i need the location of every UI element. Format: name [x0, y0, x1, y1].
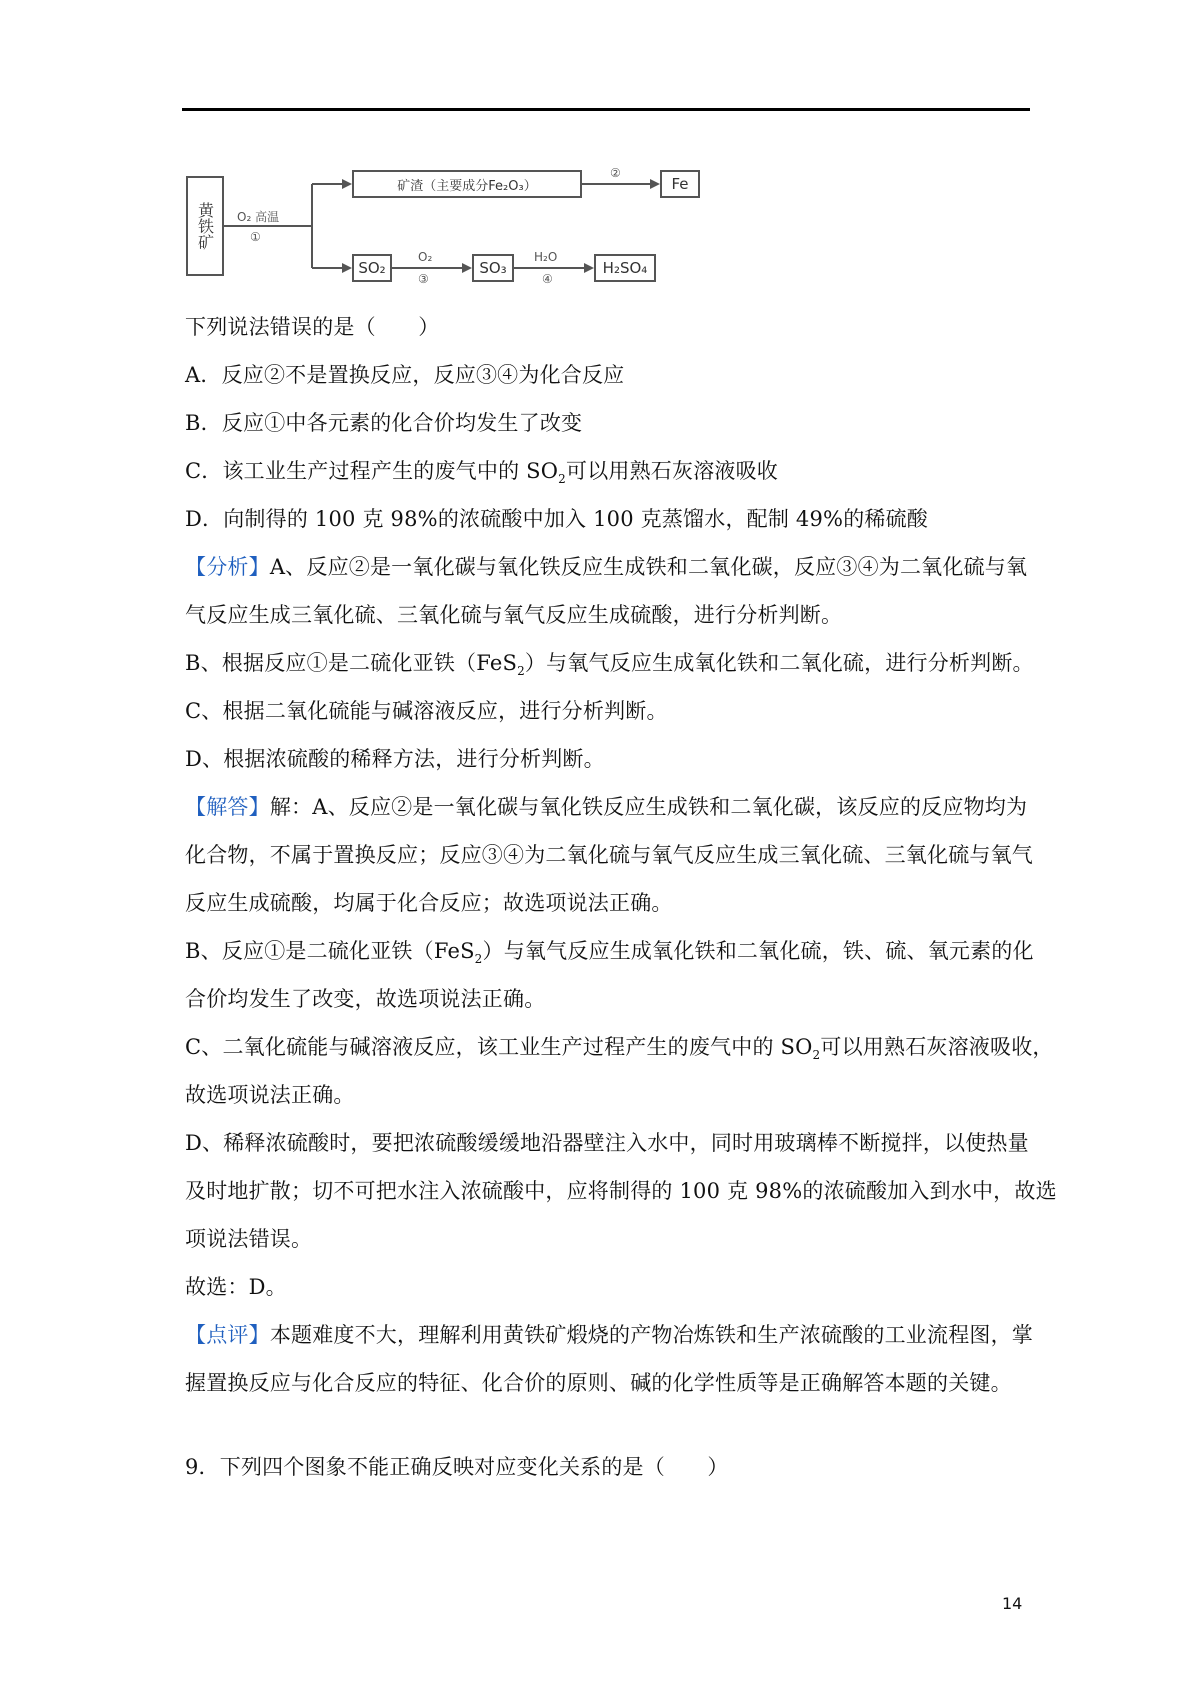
so2-box: SO₂ — [352, 254, 392, 282]
option-b: B．反应①中各元素的化合价均发生了改变 — [185, 411, 583, 435]
answer-line-4: B、反应①是二硫化亚铁（FeS$_2$）与氧气反应生成氧化铁和二氧化硫，铁、硫、氧元素的化 — [185, 939, 1034, 967]
pyrite-process-diagram — [182, 164, 712, 289]
answer-tag: 【解答】 — [185, 795, 270, 819]
answer-line-5: 合价均发生了改变，故选项说法正确。 — [185, 987, 546, 1011]
h2so4-box: H₂SO₄ — [594, 254, 656, 282]
step3-number: ③ — [418, 272, 429, 286]
answer-line-9: 及时地扩散；切不可把水注入浓硫酸中，应将制得的 100 克 98%的浓硫酸加入到水中，故选 — [185, 1179, 1057, 1203]
comment-line-2: 握置换反应与化合反应的特征、化合价的原则、碱的化学性质等是正确解答本题的关键。 — [185, 1371, 1012, 1395]
comment-line-1: 【点评】本题难度不大，理解利用黄铁矿煅烧的产物冶炼铁和生产浓硫酸的工业流程图，掌 — [185, 1323, 1034, 1347]
analysis-line-1: 【分析】A、反应②是一氧化碳与氧化铁反应生成铁和二氧化碳，反应③④为二氧化硫与氧 — [185, 555, 1028, 579]
question-stem: 下列说法错误的是（ ） — [185, 315, 440, 339]
analysis-line-4: C、根据二氧化硫能与碱溶液反应，进行分析判断。 — [185, 699, 668, 723]
analysis-line-2: 气反应生成三氧化硫、三氧化硫与氧气反应生成硫酸，进行分析判断。 — [185, 603, 843, 627]
option-d: D．向制得的 100 克 98%的浓硫酸中加入 100 克蒸馏水，配制 49%的稀硫酸 — [185, 507, 929, 531]
slag-box: 矿渣（主要成分Fe₂O₃） — [352, 170, 582, 198]
analysis-tag: 【分析】 — [185, 555, 270, 579]
step1-condition: O₂ 高温 — [237, 210, 280, 224]
answer-line-6: C、二氧化硫能与碱溶液反应，该工业生产过程产生的废气中的 $SO_2$可以用熟石灰溶液吸收， — [185, 1035, 1054, 1063]
answer-line-10: 项说法错误。 — [185, 1227, 313, 1251]
step4-condition: H₂O — [534, 250, 558, 264]
page-number: 14 — [1002, 1594, 1023, 1613]
analysis-line-3: B、根据反应①是二硫化亚铁（FeS$_2$）与氧气反应生成氧化铁和二氧化硫，进行分析判断。 — [185, 651, 1034, 679]
next-question: 9．下列四个图象不能正确反映对应变化关系的是（ ） — [185, 1455, 729, 1479]
header-rule — [182, 108, 1030, 111]
option-c: C．该工业生产过程产生的废气中的 $SO_2$可以用熟石灰溶液吸收 — [185, 459, 778, 487]
answer-line-8: D、稀释浓硫酸时，要把浓硫酸缓缓地沿器壁注入水中，同时用玻璃棒不断搅拌，以使热量 — [185, 1131, 1029, 1155]
fe-box: Fe — [660, 170, 700, 198]
step1-number: ① — [250, 230, 261, 244]
option-a: A．反应②不是置换反应，反应③④为化合反应 — [185, 363, 625, 387]
ore-box: 黄铁矿 — [186, 176, 224, 276]
step3-condition: O₂ — [418, 250, 433, 264]
answer-line-1: 【解答】解：A、反应②是一氧化碳与氧化铁反应生成铁和二氧化碳，该反应的反应物均为 — [185, 795, 1028, 819]
answer-line-11: 故选：D。 — [185, 1275, 287, 1299]
step4-number: ④ — [542, 272, 553, 286]
answer-line-2: 化合物，不属于置换反应；反应③④为二氧化硫与氧气反应生成三氧化硫、三氧化硫与氧气 — [185, 843, 1033, 867]
answer-line-3: 反应生成硫酸，均属于化合反应；故选项说法正确。 — [185, 891, 673, 915]
comment-tag: 【点评】 — [185, 1323, 270, 1347]
answer-line-7: 故选项说法正确。 — [185, 1083, 355, 1107]
so3-box: SO₃ — [472, 254, 514, 282]
step2-number: ② — [610, 166, 621, 180]
analysis-line-5: D、根据浓硫酸的稀释方法，进行分析判断。 — [185, 747, 605, 771]
